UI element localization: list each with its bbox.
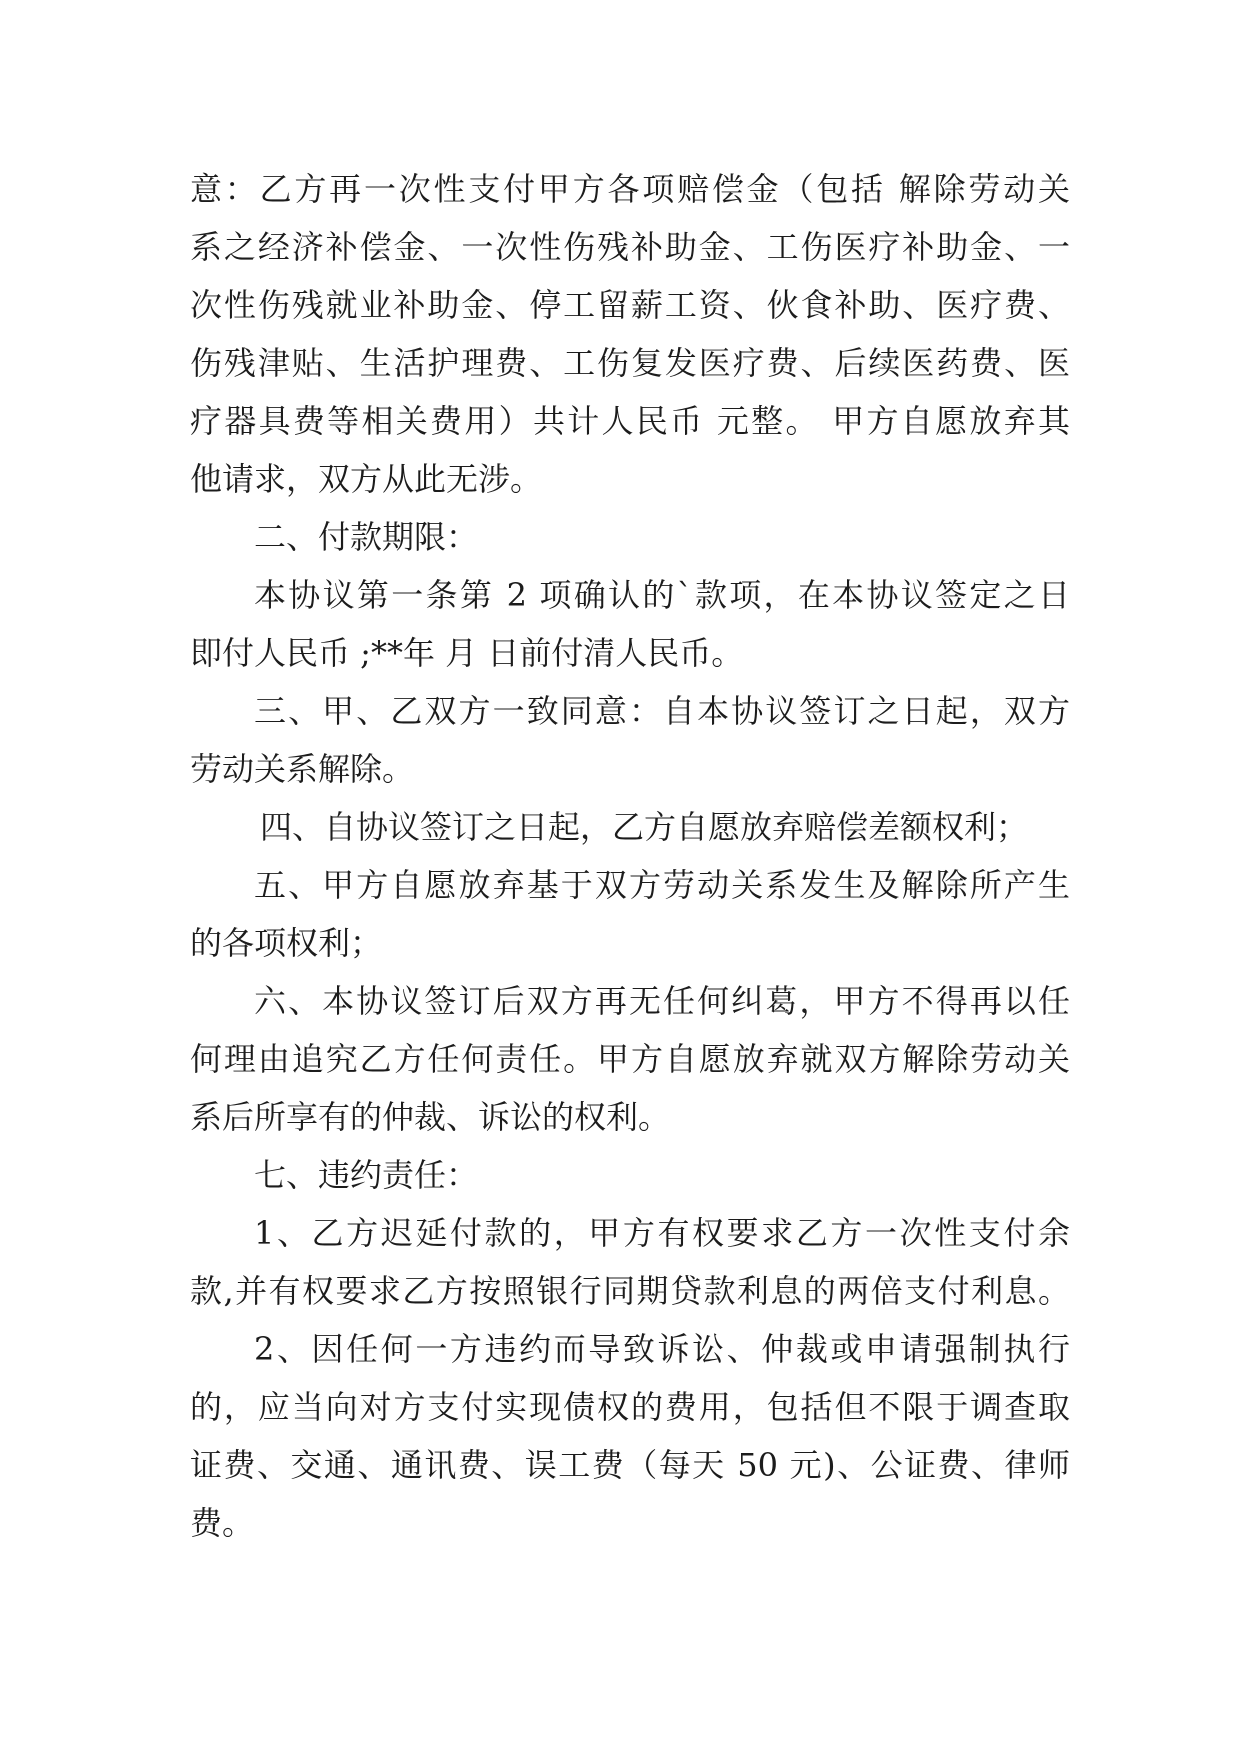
text-line: 他请求，双方从此无涉。 <box>190 460 543 498</box>
text-line: 系后所享有的仲裁、诉讼的权利。 <box>190 1098 671 1136</box>
section-heading: 七、违约责任： <box>254 1156 479 1194</box>
text-line: 即付人民币 ;**年 月 日前付清人民币。 <box>190 634 744 672</box>
text-line: 系之经济补偿金、一次性伤残补助金、工伤医疗补助金、一 <box>190 228 1070 266</box>
text-line: 本协议第一条第 2 项确认的`款项，在本协议签定之日 <box>254 576 1070 614</box>
text-line: 四、自协议签订之日起，乙方自愿放弃赔偿差额权利； <box>260 808 1029 846</box>
text-line: 次性伤残就业补助金、停工留薪工资、伙食补助、医疗费、 <box>190 286 1070 324</box>
text-line: 费。 <box>190 1504 255 1542</box>
section-heading: 二、付款期限： <box>254 518 479 556</box>
document-body <box>190 160 1070 1552</box>
text-line: 三、甲、乙双方一致同意：自本协议签订之日起，双方 <box>254 692 1070 730</box>
text-line: 六、本协议签订后双方再无任何纠葛，甲方不得再以任 <box>254 982 1070 1020</box>
text-line: 意：乙方再一次性支付甲方各项赔偿金（包括 解除劳动关 <box>190 170 1070 208</box>
text-line: 的，应当向对方支付实现债权的费用，包括但不限于调查取 <box>190 1388 1070 1426</box>
text-line: 款,并有权要求乙方按照银行同期贷款利息的两倍支付利息。 <box>190 1272 1070 1310</box>
text-line: 五、甲方自愿放弃基于双方劳动关系发生及解除所产生 <box>254 866 1070 904</box>
text-line: 何理由追究乙方任何责任。甲方自愿放弃就双方解除劳动关 <box>190 1040 1070 1078</box>
text-line: 疗器具费等相关费用）共计人民币 元整。 甲方自愿放弃其 <box>190 402 1070 440</box>
text-line: 伤残津贴、生活护理费、工伤复发医疗费、后续医药费、医 <box>190 344 1070 382</box>
text-line: 1、乙方迟延付款的，甲方有权要求乙方一次性支付余 <box>254 1214 1070 1252</box>
text-line: 2、因任何一方违约而导致诉讼、仲裁或申请强制执行 <box>254 1330 1070 1368</box>
text-line: 劳动关系解除。 <box>190 750 415 788</box>
text-line: 证费、交通、通讯费、误工费（每天 50 元)、公证费、律师 <box>190 1446 1070 1484</box>
text-line: 的各项权利； <box>190 924 383 962</box>
